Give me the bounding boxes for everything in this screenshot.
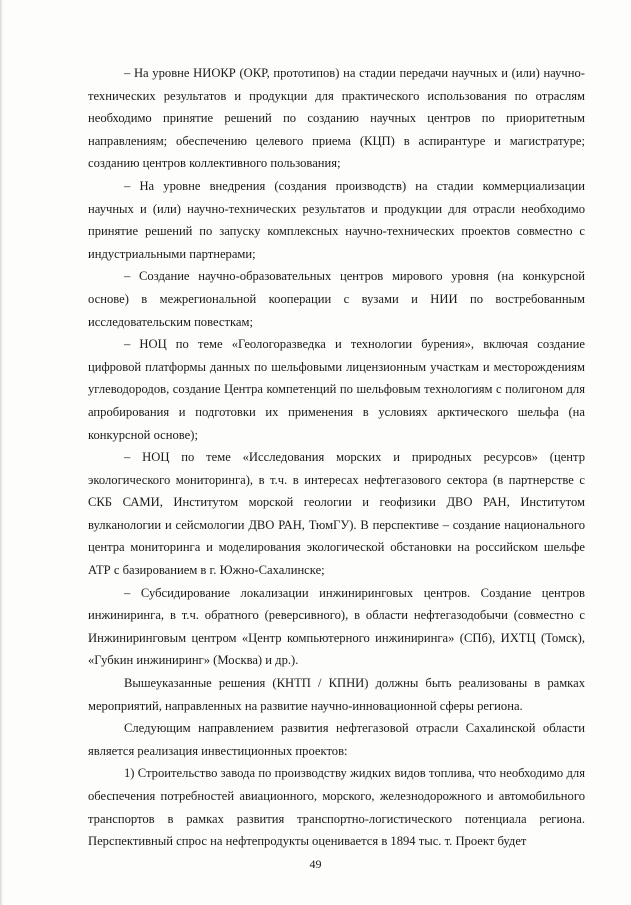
paragraph-fuel-plant: 1) Строительство завода по производству жидких видов топлива, что необходимо для обеспечения потребностей авиационного, морского, железнодорожного и автомобильного транспортов в рамках развития транспортно-логистического потенциала региона. Перспективный спрос на нефтепродукты оценивается в 1894 тыс. т. Проект будет [88,766,585,849]
paragraph-noc-geology: – НОЦ по теме «Геологоразведка и технологии бурения», включая создание цифровой платформы данных по шельфовыми лицензионным участкам и месторождениям углеводородов, создание Центра компетенций по шельфовым технологиям с полигоном для апробирования и подготовки их применения в условиях арктического шельфа (на конкурсной основе); [88,337,585,442]
paragraph-noc-world: – Создание научно-образовательных центров мирового уровня (на конкурсной основе) в межрегиональной кооперации с вузами и НИИ по востребованным исследовательским повесткам; [88,269,585,329]
paragraph-noc-marine: – НОЦ по теме «Исследования морских и природных ресурсов» (центр экологического мониторинга), в т.ч. в интересах нефтегазового сектора (в партнерстве с СКБ САМИ, Институтом морской геологии и геофизики ДВО РАН, Институтом вулканологии и сейсмологии ДВО РАН, ТюмГУ). В перспективе – создание национального центра мониторинга и моделирования экологической обстановки на российском шельфе АТР с базированием в г. Южно-Сахалинске; [88,450,585,578]
paragraph-niokr: – На уровне НИОКР (ОКР, прототипов) на стадии передачи научных и (или) научно-технических результатов и продукции для практического использования по отраслям необходимо принятие решений по созданию научных центров по приоритетным направлениям; обеспечению целевого приема (КЦП) в аспирантуре и магистратуре; созданию центров коллективного пользования; [88,66,585,171]
document-body [88,62,585,853]
paragraph-engineering: – Субсидирование локализации инжиниринговых центров. Создание центров инжиниринга, в т.ч. обратного (реверсивного), в области нефтегазодобычи (совместно с Инжиниринговым центром «Центр компьютерного инжиниринга» (СПб), ИХТЦ (Томск), «Губкин инжиниринг» (Москва) и др.). [88,585,585,668]
paragraph-decisions: Вышеуказанные решения (КНТП / КПНИ) должны быть реализованы в рамках мероприятий, направленных на развитие научно-инновационной сферы региона. [88,676,585,713]
scan-edge [0,0,3,905]
paragraph-vnedrenie: – На уровне внедрения (создания производств) на стадии коммерциализации научных и (или) научно-технических результатов и продукции для отрасли необходимо принятие решений по запуску комплексных научно-технических проектов совместно с индустриальными партнерами; [88,178,585,261]
paragraph-next-direction: Следующим направлением развития нефтегазовой отрасли Сахалинской области является реализация инвестиционных проектов: [88,721,585,758]
page-number: 49 [309,857,322,871]
